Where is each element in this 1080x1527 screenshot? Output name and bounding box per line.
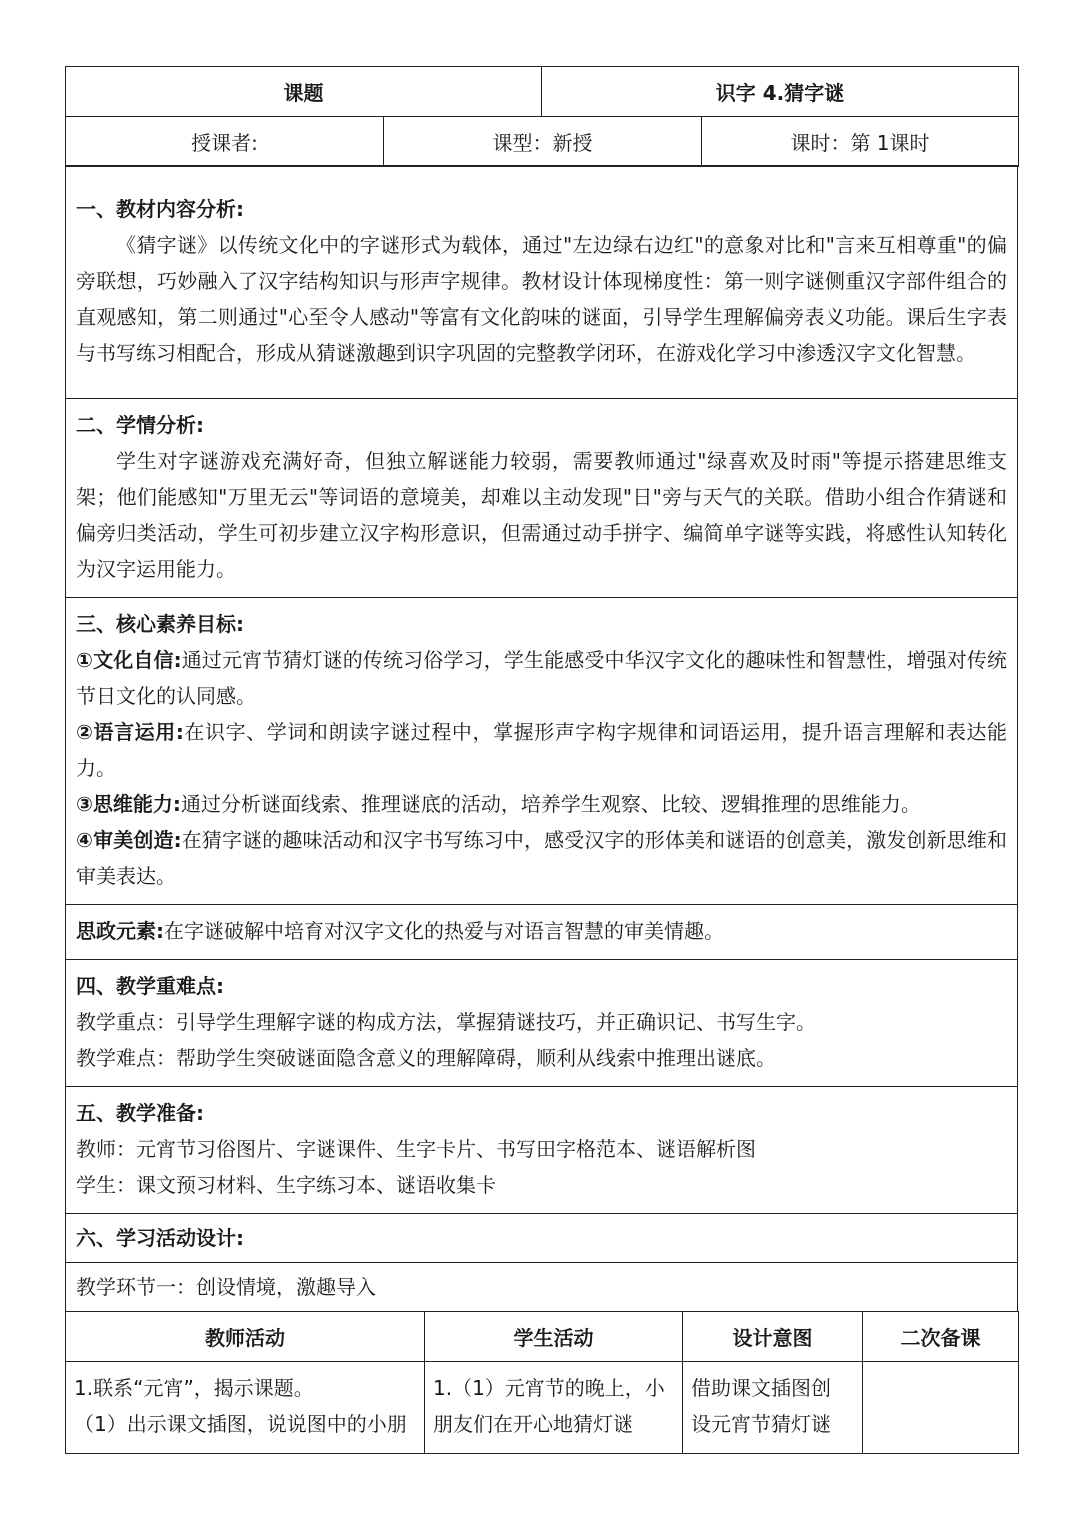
section-material-analysis	[66, 166, 1018, 399]
goal-item: ②语言运用:在识字、学词和朗读字谜过程中，掌握形声字构字规律和词语运用，提升语言理解和表达能力。	[76, 720, 1007, 780]
goal-item: ④审美创造:在猜字谜的趣味活动和汉字书写练习中，感受汉字的形体美和谜语的创意美，激发创新思维和审美表达。	[76, 828, 1007, 888]
section-title: 五、教学准备:	[76, 1101, 204, 1125]
col-second-prep: 二次备课	[863, 1311, 1019, 1361]
key-point: 教学重点：引导学生理解字谜的构成方法，掌握猜谜技巧，并正确识记、书写生字。	[76, 1010, 816, 1034]
section-body: 《猜字谜》以传统文化中的字谜形式为载体，通过"左边绿右边红"的意象对比和"言来互相尊重"的偏旁联想，巧妙融入了汉字结构知识与形声字规律。教材设计体现梯度性：第一则字谜侧重汉字部件组合的直观感知，第二则通过"心至令人感动"等富有文化韵味的谜面，引导学生理解偏旁表义功能。课后生字表与书写练习相配合，形成从猜谜激趣到识字巩固的完整教学闭环，在游戏化学习中渗透汉字文化智慧。	[76, 233, 1007, 365]
student-activity-cell: 1.（1）元宵节的晚上，小 朋友们在开心地猜灯谜	[425, 1361, 683, 1453]
col-design-intent: 设计意图	[683, 1311, 863, 1361]
section-title: 三、核心素养目标:	[76, 612, 244, 636]
teaching-stage-one	[66, 1263, 1018, 1312]
lesson-meta-table	[65, 116, 1019, 167]
topic-label: 课题	[66, 67, 542, 117]
lesson-header-table	[65, 66, 1019, 117]
section-ideology	[66, 905, 1018, 960]
student-preparation: 学生：课文预习材料、生字练习本、谜语收集卡	[76, 1173, 496, 1197]
teacher-label: 授课者:	[66, 116, 384, 166]
activity-table	[65, 1311, 1019, 1454]
design-intent-cell: 借助课文插图创 设元宵节猜灯谜	[683, 1361, 863, 1453]
section-title: 六、学习活动设计:	[76, 1226, 244, 1250]
col-teacher-activity: 教师活动	[66, 1311, 425, 1361]
section-key-points	[66, 960, 1018, 1087]
section-title: 四、教学重难点:	[76, 974, 224, 998]
section-student-analysis	[66, 399, 1018, 598]
section-title: 一、教材内容分析:	[76, 197, 244, 221]
section-preparation	[66, 1087, 1018, 1214]
goal-item: ①文化自信:通过元宵节猜灯谜的传统习俗学习，学生能感受中华汉字文化的趣味性和智慧性，增强对传统节日文化的认同感。	[76, 648, 1007, 708]
teacher-preparation: 教师：元宵节习俗图片、字谜课件、生字卡片、书写田字格范本、谜语解析图	[76, 1137, 756, 1161]
section-body: 学生对字谜游戏充满好奇，但独立解谜能力较弱，需要教师通过"绿喜欢及时雨"等提示搭建思维支架；他们能感知"万里无云"等词语的意境美，却难以主动发现"日"旁与天气的关联。借助小组合作猜谜和偏旁归类活动，学生可初步建立汉字构形意识，但需通过动手拼字、编简单字谜等实践，将感性认知转化为汉字运用能力。	[76, 449, 1007, 581]
section-activity-design	[66, 1214, 1018, 1263]
lesson-body-table	[65, 165, 1018, 1312]
col-student-activity: 学生活动	[425, 1311, 683, 1361]
lesson-type: 课型：新授	[384, 116, 702, 166]
section-title: 二、学情分析:	[76, 413, 204, 437]
stage-title: 教学环节一：创设情境，激趣导入	[76, 1275, 376, 1299]
section-core-goals	[66, 598, 1018, 905]
ideology-text: 在字谜破解中培育对汉字文化的热爱与对语言智慧的审美情趣。	[164, 919, 724, 943]
second-prep-cell	[863, 1361, 1019, 1453]
goal-item: ③思维能力:通过分析谜面线索、推理谜底的活动，培养学生观察、比较、逻辑推理的思维能力。	[76, 792, 921, 816]
lesson-plan-document	[65, 66, 1018, 1454]
ideology-label: 思政元素:	[76, 919, 164, 943]
teacher-activity-cell: 1.联系“元宵”，揭示课题。 （1）出示课文插图，说说图中的小朋	[66, 1361, 425, 1453]
topic-value: 识字 4.猜字谜	[542, 67, 1019, 117]
lesson-period: 课时：第 1课时	[702, 116, 1019, 166]
difficulty-point: 教学难点：帮助学生突破谜面隐含意义的理解障碍，顺利从线索中推理出谜底。	[76, 1046, 776, 1070]
